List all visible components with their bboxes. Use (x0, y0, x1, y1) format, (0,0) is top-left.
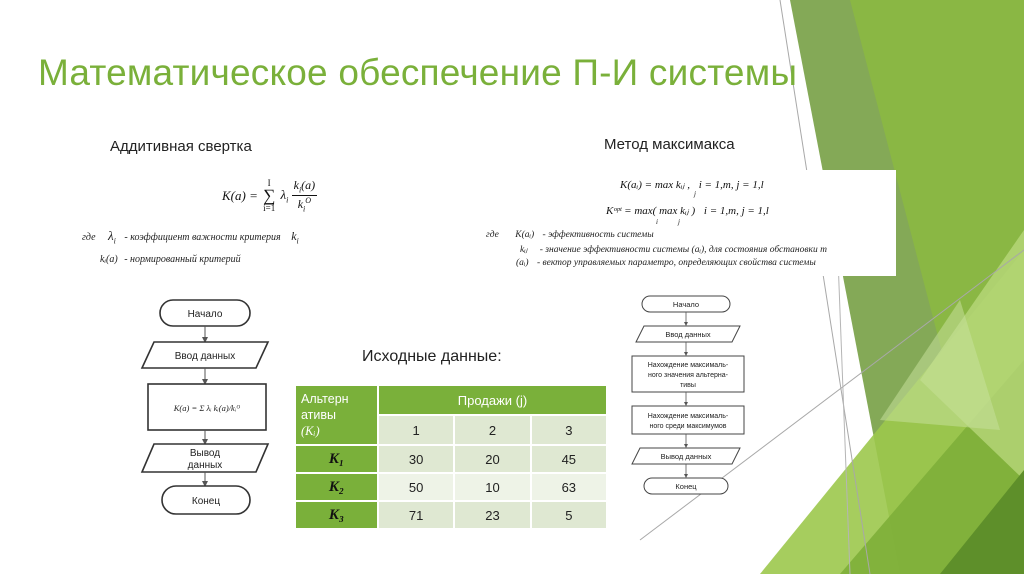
table-cell: 50 (378, 473, 454, 501)
sales-table (294, 384, 608, 530)
maximax-heading: Метод максимакса (604, 136, 735, 153)
maximax-line1: K(aᵢ) = max kᵢⱼ , i = 1,m, j = 1,l (620, 179, 764, 191)
table-row (295, 501, 607, 529)
table-row (295, 473, 607, 501)
col-header: 3 (531, 415, 607, 445)
maximax-where1: где K(aᵢ) - эффективность системы (486, 230, 654, 240)
alt-header: Альтерн ативы (Kᵢ) (295, 385, 378, 445)
normalized-fraction: $\frac{k_i(a)}{k_i^O}$ (293, 178, 316, 213)
table-cell: 5 (531, 501, 607, 529)
sum-symbol: ∑ (263, 186, 276, 205)
table-cell: 23 (454, 501, 530, 529)
rflow-step2-l2: ного среди максимумов (649, 423, 727, 430)
additive-where-line: где $\lambda_i$ - коэффициент важности критерия $k_i$ (82, 228, 299, 246)
table-cell: 45 (531, 445, 607, 473)
row-label: K₃ (295, 501, 378, 529)
maximax-line1-sub: j (694, 190, 696, 198)
maximax-line2-sub2: j (678, 218, 680, 226)
maximax-where3: (aᵢ) - вектор управляемых параметро, определяющих свойства системы (516, 258, 816, 268)
rflow-step2-l1: Нахождение максималь- (647, 413, 729, 420)
flow-output-label-2: данных (187, 460, 223, 471)
sum-top: I (267, 178, 271, 188)
where-k: $k_i$ (291, 229, 299, 246)
flow-output-label-1: Вывод (189, 448, 221, 459)
maximax-line2: Kᵒᵖᵗ = max( max kᵢⱼ ) i = 1,m, j = 1,l (606, 205, 769, 217)
where-lambda: $\lambda_i$ (108, 228, 116, 246)
rflow-step1-l1: Нахождение максималь- (647, 362, 729, 369)
table-cell: 10 (454, 473, 530, 501)
flow-end-label: Конец (191, 496, 221, 507)
col-header: 2 (454, 415, 530, 445)
rflow-input-label: Ввод данных (665, 330, 711, 339)
table-cell: 71 (378, 501, 454, 529)
rflow-step1-l3: тивы (680, 382, 696, 389)
additive-formula (222, 178, 317, 222)
flow-process-formula: K(a) = Σ λᵢ kᵢ(a)/kᵢᴼ (173, 403, 241, 413)
rflow-start-label: Начало (672, 300, 700, 309)
row-label: K₂ (295, 473, 378, 501)
right-flowchart (622, 292, 752, 498)
left-flowchart (140, 296, 280, 524)
table-cell: 30 (378, 445, 454, 473)
table-cell: 63 (531, 473, 607, 501)
maximax-formula-box (486, 170, 896, 276)
row-label: K₁ (295, 445, 378, 473)
rflow-end-label: Конец (675, 482, 697, 491)
flow-start-label: Начало (187, 309, 223, 320)
page-title: Математическое обеспечение П-И системы (38, 52, 798, 93)
table-cell: 20 (454, 445, 530, 473)
maximax-where2: kᵢⱼ - значение эффективности системы (aᵢ), для состояния обстановки m (520, 245, 827, 255)
col-header: 1 (378, 415, 454, 445)
rflow-output-label: Вывод данных (660, 452, 712, 461)
table-heading: Исходные данные: (362, 348, 502, 365)
flow-input-label: Ввод данных (174, 351, 236, 362)
table-row (295, 445, 607, 473)
additive-norm-line: kᵢ(a) - нормированный критерий (100, 254, 241, 265)
formula-lhs: K(a) = (222, 187, 258, 203)
rflow-step1-l2: ного значения альтерна- (648, 372, 728, 379)
sum-bottom: i=1 (263, 203, 276, 213)
maximax-line2-sub1: i (656, 218, 658, 226)
sales-header: Продажи (j) (378, 385, 607, 415)
additive-heading: Аддитивная свертка (110, 138, 252, 155)
sum-operator (263, 178, 275, 213)
lambda-term: $\lambda_i$ (280, 186, 289, 205)
